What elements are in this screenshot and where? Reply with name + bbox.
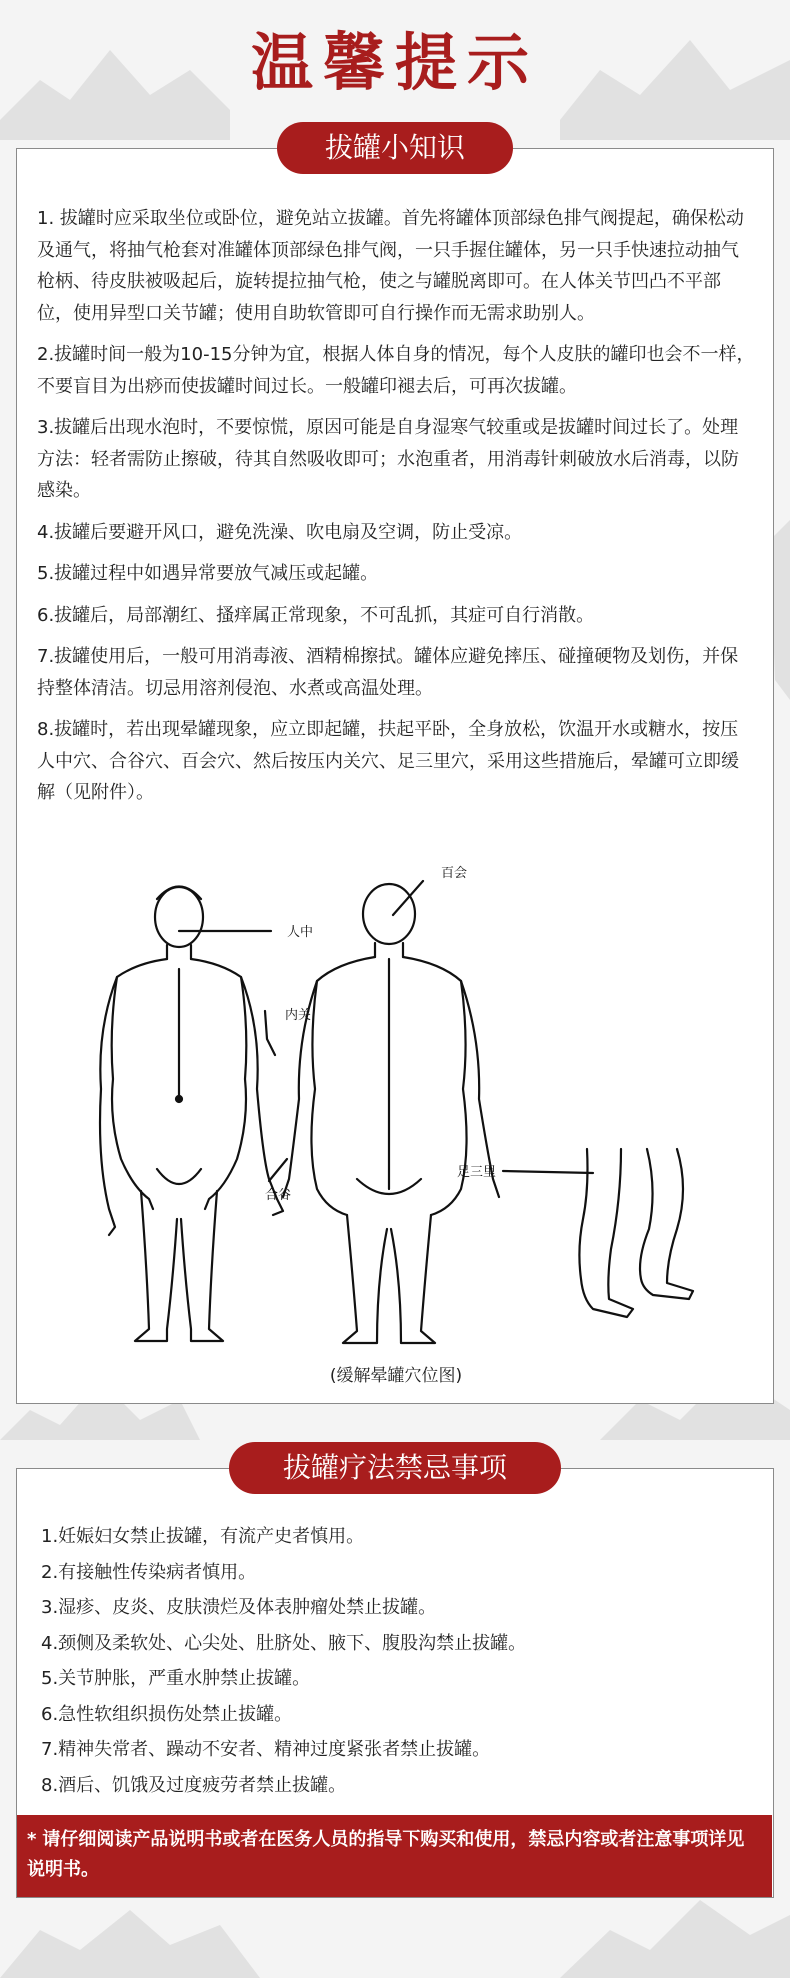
- tip-item: 6.拔罐后，局部潮红、搔痒属正常现象，不可乱抓，其症可自行消散。: [37, 604, 595, 626]
- tip-item: 8.拔罐时，若出现晕罐现象，应立即起罐，扶起平卧，全身放松，饮温开水或糖水，按压人中穴、合谷穴、百会穴、然后按压内关穴、足三里穴，采用这些措施后，晕罐可立即缓解（见附件）。: [37, 719, 739, 803]
- front-body-figure: [100, 887, 283, 1342]
- contraindication-item: 2.有接触性传染病者慎用。: [41, 1561, 257, 1583]
- page-title: 温馨提示: [250, 26, 539, 99]
- label-baihui: 百会: [441, 866, 468, 881]
- acupoint-diagram: [17, 859, 775, 1359]
- contraindication-item: 8.酒后、饥饿及过度疲劳者禁止拔罐。: [41, 1774, 347, 1796]
- figure-caption: (缓解晕罐穴位图): [329, 1366, 463, 1386]
- label-hegu: 合谷: [265, 1188, 292, 1203]
- notice-text: 请仔细阅读产品说明书或者在医务人员的指导下购买和使用，禁忌内容或者注意事项详见说明书。: [27, 1829, 745, 1880]
- contraindication-item: 6.急性软组织损伤处禁止拔罐。: [41, 1703, 293, 1725]
- tip-item: 2.拔罐时间一般为10-15分钟为宜，根据人体自身的情况，每个人皮肤的罐印也会不一样，不要盲目为出痧而使拔罐时间过长。一般罐印褪去后，可再次拔罐。: [37, 344, 755, 397]
- contraindication-item: 4.颈侧及柔软处、心尖处、肚脐处、腋下、腹股沟禁止拔罐。: [41, 1632, 527, 1654]
- tip-item: 7.拔罐使用后，一般可用消毒液、酒精棉擦拭。罐体应避免摔压、碰撞硬物及划伤，并保持整体清洁。切忌用溶剂侵泡、水煮或高温处理。: [37, 646, 739, 699]
- cupping-tips-panel: [16, 148, 774, 1404]
- section-heading-contraindications: 拔罐疗法禁忌事项: [229, 1442, 561, 1494]
- back-body-figure: [283, 884, 499, 1343]
- tip-item: 1. 拔罐时应采取坐位或卧位，避免站立拔罐。首先将罐体顶部绿色排气阀提起，确保松动及通气，将抽气枪套对准罐体顶部绿色排气阀，一只手握住罐体，另一只手快速拉动抽气枪柄、待皮肤被吸起后，旋转提拉抽气枪，使之与罐脱离即可。在人体关节凹凸不平部位，使用异型口关节罐；使用自助软管即可自行操作而无需求助别人。: [37, 208, 744, 324]
- contraindication-item: 1.妊娠妇女禁止拔罐，有流产史者慎用。: [41, 1526, 365, 1547]
- contraindication-item: 3.湿疹、皮炎、皮肤溃烂及体表肿瘤处禁止拔罐。: [41, 1597, 437, 1618]
- asterisk-icon: *: [27, 1829, 37, 1850]
- tip-item: 4.拔罐后要避开风口，避免洗澡、吹电扇及空调，防止受凉。: [37, 521, 523, 543]
- tips-list: [37, 203, 755, 819]
- contraindications-panel: [16, 1468, 774, 1898]
- label-zusanli: 足三里: [457, 1165, 497, 1180]
- label-neiguan: 内关: [285, 1008, 312, 1023]
- tip-item: 3.拔罐后出现水泡时，不要惊慌，原因可能是自身湿寒气较重或是拔罐时间过长了。处理方法：轻者需防止擦破，待其自然吸收即可；水泡重者，用消毒针刺破放水后消毒，以防感染。: [37, 417, 739, 501]
- warning-notice: [17, 1815, 772, 1897]
- contraindication-item: 7.精神失常者、躁动不安者、精神过度紧张者禁止拔罐。: [41, 1739, 491, 1760]
- legs-figure: [579, 1149, 693, 1317]
- tip-item: 5.拔罐过程中如遇异常要放气减压或起罐。: [37, 563, 379, 584]
- label-renzhong: 人中: [287, 925, 314, 940]
- section-heading-tips: 拔罐小知识: [277, 122, 513, 174]
- contraindication-item: 5.关节肿胀，严重水肿禁止拔罐。: [41, 1668, 311, 1689]
- contraindications-list: [41, 1519, 751, 1803]
